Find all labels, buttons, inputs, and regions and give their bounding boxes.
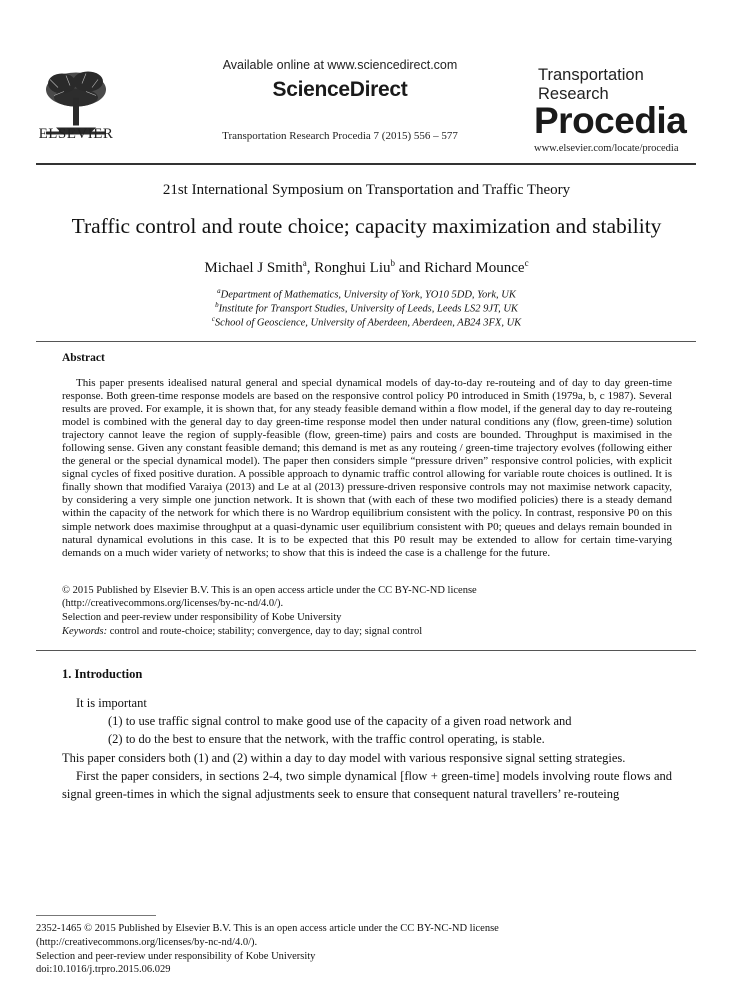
author-name: Michael J Smith [204, 260, 303, 276]
peer-review-line: Selection and peer-review under responsibility of Kobe University [62, 611, 342, 623]
abstract-top-rule [36, 341, 696, 342]
affiliation-text: Institute for Transport Studies, University of Leeds, Leeds LS2 9JT, UK [218, 303, 518, 315]
footer [36, 922, 696, 977]
author-affil-marker: c [524, 258, 529, 268]
author-separator: , [306, 260, 315, 276]
journal-logo-line2: Research [538, 85, 609, 103]
footer-peer-review: Selection and peer-review under responsibility of Kobe University [36, 950, 316, 962]
keywords-label: Keywords: [62, 626, 108, 637]
footer-doi[interactable]: doi:10.1016/j.trpro.2015.06.029 [36, 964, 171, 976]
available-online-text: Available online at www.sciencedirect.com [222, 58, 458, 72]
abstract-license [62, 584, 672, 624]
sciencedirect-logo: ScienceDirect [272, 78, 408, 101]
affiliation-text: Department of Mathematics, University of York, YO10 5DD, York, UK [220, 289, 516, 301]
symposium-name: 21st International Symposium on Transportation and Traffic Theory [162, 182, 571, 198]
paper-title: Traffic control and route choice; capacity maximization and stability [71, 214, 662, 238]
intro-paragraph: This paper considers both (1) and (2) within a day to day model with various responsive signal setting strategies. [62, 750, 626, 765]
license-line: © 2015 Published by Elsevier B.V. This is an open access article under the CC BY-NC-ND license [62, 585, 477, 596]
journal-logo-line3: Procedia [534, 100, 687, 141]
publisher-name: ELSEVIER [38, 126, 114, 142]
affiliation-marker: a [217, 287, 221, 295]
journal-url: www.elsevier.com/locate/procedia [534, 143, 679, 154]
author-affil-marker: a [302, 258, 307, 268]
footer-issn-line: 2352-1465 © 2015 Published by Elsevier B.V. This is an open access article under the CC BY-NC-ND license [36, 923, 499, 934]
intro-paragraph: It is important [76, 696, 147, 710]
keywords-text: control and route-choice; stability; convergence, day to day; signal control [107, 626, 423, 637]
footer-rule [36, 915, 156, 916]
abstract-heading: Abstract [62, 352, 105, 364]
footer-license-link[interactable]: (http://creativecommons.org/licenses/by-nc-nd/4.0/). [36, 936, 258, 948]
abstract-bottom-rule [36, 650, 696, 651]
abstract-text: This paper presents idealised natural general and special dynamical models of day-to-day re-routeing and of day to day green-time response. Both green-time response models are based on the responsive control policy P0 introduced in Smith (1979a, b, c 1987). Several results are proved. For example, it is shown that, for any steady feasible demand within a flow model, if the general day to day re-routeing model is combined with the general day to day green-time response model then under natural conditions any (flow, green-time) solution trajectory cannot leave the region of supply-feasible (flow, green-time) pairs and costs are bounded. Throughput is maximised in the following sense. Given any constant feasible demand; this demand is met as any routeing / green-time trajectory evolves (following either the general or the special dynamical model). The paper then considers simple “pressure driven” responsive control policies, with explicit signal cycles of fixed positive duration. A possible approach to dynamic traffic control allowing for variable route choices is outlined. It is finally shown that modified Varaiya (2013) and Le at al (2013) pressure-driven responsive controls may not maximise network capacity, by considering a very simple one junction network. It is shown that (with each of these two modified policies) there is a steady demand within the capacity of the network for which there is no Wardrop equilibrium consistent with the policy. In contrast, responsive P0 on this simple network does maximise throughput at a quasi-dynamic user equilibrium consistent with P0; queues and delays remain bounded in natural dynamical evolutions in this case. It is to be expected that this P0 result may be extended to allow for certain time-varying demands on a much wider variety of networks; to show that this is indeed the case is a challenge for the future. [62, 377, 672, 559]
affiliation-text: School of Geoscience, University of Aberdeen, Aberdeen, AB24 3FX, UK [214, 317, 522, 329]
license-link[interactable]: (http://creativecommons.org/licenses/by-nc-nd/4.0/). [62, 598, 284, 610]
affiliation [0, 301, 733, 315]
author-name: Richard Mounce [424, 260, 525, 276]
author-separator: and [395, 260, 425, 276]
affiliation-marker: b [215, 301, 219, 309]
intro-list-item: (2) to do the best to ensure that the network, with the traffic control operating, is stable. [108, 732, 545, 747]
intro-paragraph: First the paper considers, in sections 2-4, two simple dynamical [flow + green-time] models involving route flows and signal green-times in which the signal adjustments seek to ensure that consequent natural travellers’ re-routeing [62, 768, 672, 802]
intro-list-item: (1) to use traffic signal control to make good use of the capacity of a given road network and [108, 714, 572, 729]
journal-logo-line1: Transportation [538, 66, 644, 84]
author-name: Ronghui Liu [314, 260, 391, 276]
intro-body [62, 694, 672, 803]
header-rule [36, 163, 696, 165]
section-heading: 1. Introduction [62, 667, 143, 681]
affiliation [0, 315, 733, 329]
author-affil-marker: b [390, 258, 396, 268]
keywords [62, 626, 672, 637]
journal-reference: Transportation Research Procedia 7 (2015) 556 – 577 [222, 130, 458, 142]
author-list [0, 258, 733, 277]
affiliation-marker: c [211, 315, 215, 323]
affiliation [0, 287, 733, 301]
